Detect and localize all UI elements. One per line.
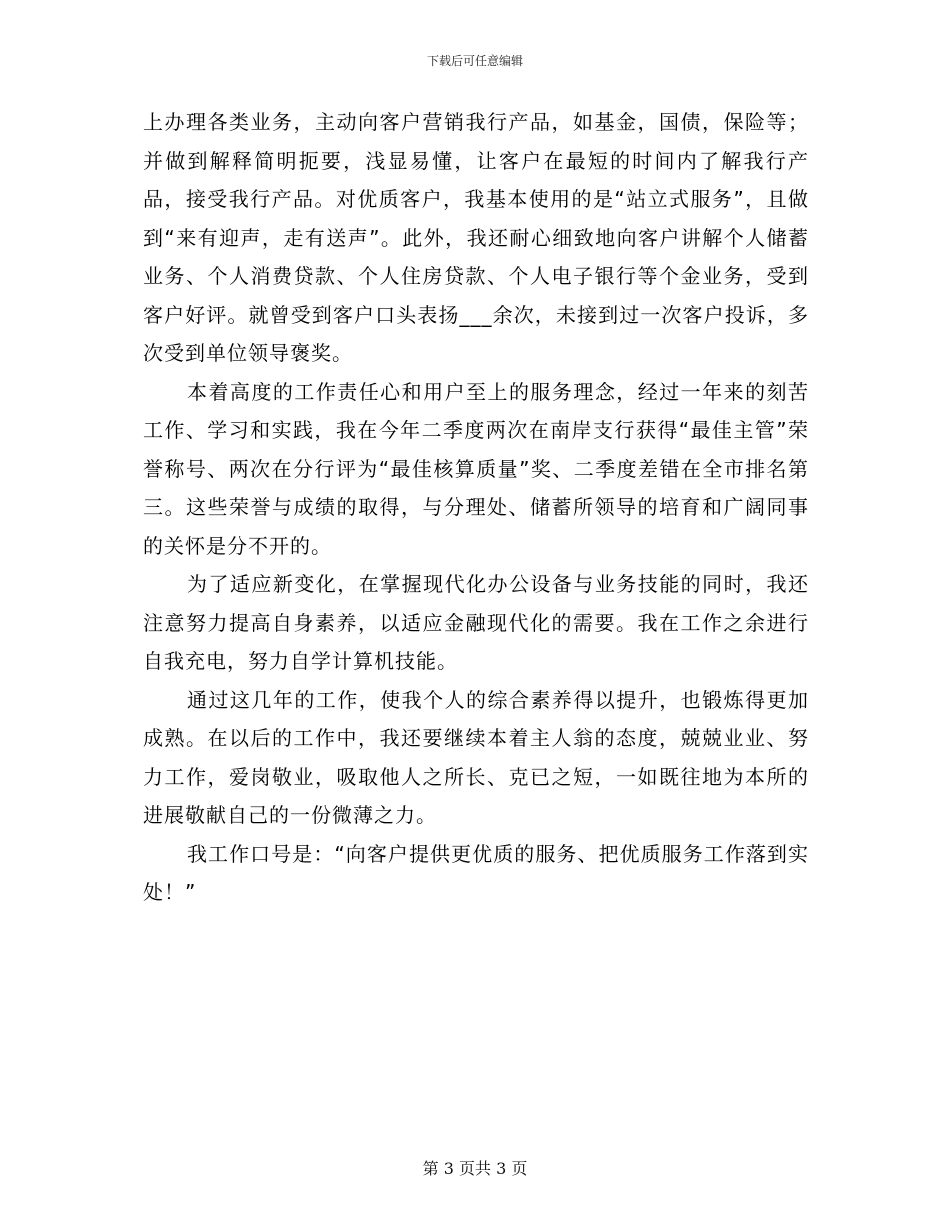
paragraph-3: 为了适应新变化，在掌握现代化办公设备与业务技能的同时，我还注意努力提高自身素养，以适应金融现代化的需要。我在工作之余进行自我充电，努力自学计算机技能。 [143, 572, 809, 673]
page-number: 第 3 页共 3 页 [422, 1159, 528, 1178]
paragraph-4: 通过这几年的工作，使我个人的综合素养得以提升，也锻炼得更加成熟。在以后的工作中，我还要继续本着主人翁的态度，兢兢业业、努力工作，爱岗敬业，吸取他人之所长、克已之短，一如既往地为本所的进展敬献自己的一份微薄之力。 [143, 687, 809, 827]
paragraph-2: 本着高度的工作责任心和用户至上的服务理念，经过一年来的刻苦工作、学习和实践，我在今年二季度两次在南岸支行获得“最佳主管”荣誉称号、两次在分行评为“最佳核算质量”奖、二季度差错在全市排名第三。这些荣誉与成绩的取得，与分理处、储蓄所领导的培育和广阔同事的关怀是分不开的。 [143, 379, 809, 558]
paragraph-1: 上办理各类业务，主动向客户营销我行产品，如基金，国债，保险等；并做到解释简明扼要，浅显易懂，让客户在最短的时间内了解我行产品，接受我行产品。对优质客户，我基本使用的是“站立式服务”，且做到“来有迎声，走有送声”。此外，我还耐心细致地向客户讲解个人储蓄业务、个人消费贷款、个人住房贷款、个人电子银行等个金业务，受到客户好评。就曾受到客户口头表扬___余次，未接到过一次客户投诉，多次受到单位领导褒奖。 [143, 110, 809, 365]
paragraph-5: 我工作口号是：“向客户提供更优质的服务、把优质服务工作落到实处！” [143, 841, 809, 904]
page-header: 下载后可任意编辑 [426, 54, 523, 68]
document-body [143, 103, 809, 912]
